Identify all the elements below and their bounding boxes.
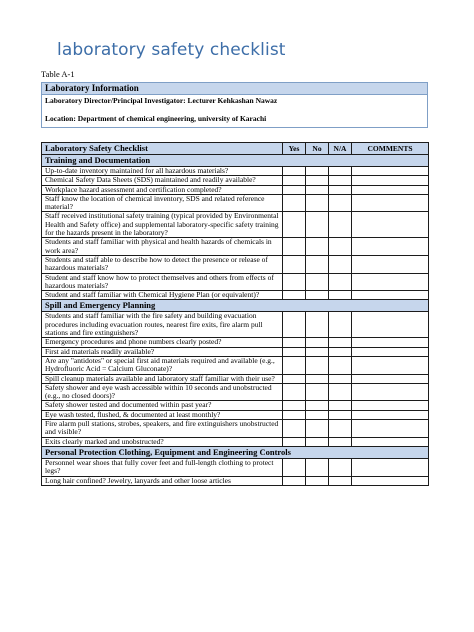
comments-cell[interactable] (352, 167, 429, 176)
director-line: Laboratory Director/Principal Investigator: Lecturer Kehkashan Nawaz (45, 96, 278, 105)
comments-cell[interactable] (352, 194, 429, 212)
document-title: laboratory safety checklist (57, 40, 286, 60)
yes-cell[interactable] (283, 273, 306, 291)
safety-checklist-table (41, 142, 429, 486)
checklist-item-text: Spill cleanup materials available and laboratory staff familiar with their use? (42, 374, 283, 383)
laboratory-information-table (41, 82, 428, 128)
checklist-item-text: Fire alarm pull stations, strobes, speakers, and fire extinguishers unobstructed and visible? (42, 420, 283, 438)
na-cell[interactable] (329, 212, 352, 238)
na-cell[interactable] (329, 238, 352, 256)
comments-cell[interactable] (352, 255, 429, 273)
checklist-row (42, 185, 429, 194)
no-cell[interactable] (306, 167, 329, 176)
no-cell[interactable] (306, 476, 329, 485)
na-cell[interactable] (329, 458, 352, 476)
checklist-item-text: Staff know the location of chemical inventory, SDS and related reference material? (42, 194, 283, 212)
yes-cell[interactable] (283, 420, 306, 438)
no-cell[interactable] (306, 458, 329, 476)
checklist-row (42, 291, 429, 300)
na-cell[interactable] (329, 374, 352, 383)
checklist-row (42, 420, 429, 438)
na-cell[interactable] (329, 273, 352, 291)
na-cell[interactable] (329, 356, 352, 374)
checklist-row (42, 383, 429, 401)
checklist-row (42, 212, 429, 238)
checklist-item-text: Students and staff able to describe how to detect the presence or release of hazardous materials? (42, 255, 283, 273)
checklist-item-text: Eye wash tested, flushed, & documented at least monthly? (42, 410, 283, 419)
checklist-item-text: Personnel wear shoes that fully cover feet and full-length clothing to protect legs? (42, 458, 283, 476)
no-cell[interactable] (306, 347, 329, 356)
checklist-item-text: Are any "antidotes" or special first aid materials required and available (e.g., Hydrofluoric Acid = Calcium Gluconate)? (42, 356, 283, 374)
comments-cell[interactable] (352, 312, 429, 338)
yes-cell[interactable] (283, 194, 306, 212)
na-cell[interactable] (329, 255, 352, 273)
comments-cell[interactable] (352, 374, 429, 383)
na-cell[interactable] (329, 312, 352, 338)
na-cell[interactable] (329, 185, 352, 194)
checklist-item-text: Staff received institutional safety training (typical provided by Environmental Health and Safety office) and supplemental laboratory-specific safety training for the hazards present in the laboratory? (42, 212, 283, 238)
comments-cell[interactable] (352, 410, 429, 419)
location-line: Location: Department of chemical engineering, university of Karachi (45, 114, 267, 123)
na-cell[interactable] (329, 291, 352, 300)
comments-cell[interactable] (352, 356, 429, 374)
comments-cell[interactable] (352, 458, 429, 476)
checklist-row (42, 401, 429, 410)
comments-cell[interactable] (352, 273, 429, 291)
checklist-item-text: Long hair confined? Jewelry, lanyards and other loose articles (42, 476, 283, 485)
header-item: Laboratory Safety Checklist (42, 143, 283, 155)
na-cell[interactable] (329, 420, 352, 438)
comments-cell[interactable] (352, 185, 429, 194)
yes-cell[interactable] (283, 167, 306, 176)
section-row (42, 446, 429, 458)
checklist-item-text: Exits clearly marked and unobstructed? (42, 437, 283, 446)
laboratory-information-heading: Laboratory Information (42, 83, 427, 95)
no-cell[interactable] (306, 356, 329, 374)
yes-cell[interactable] (283, 401, 306, 410)
na-cell[interactable] (329, 194, 352, 212)
checklist-header-row (42, 143, 429, 155)
yes-cell[interactable] (283, 212, 306, 238)
comments-cell[interactable] (352, 383, 429, 401)
yes-cell[interactable] (283, 356, 306, 374)
no-cell[interactable] (306, 312, 329, 338)
checklist-row (42, 238, 429, 256)
checklist-row (42, 458, 429, 476)
yes-cell[interactable] (283, 255, 306, 273)
no-cell[interactable] (306, 383, 329, 401)
checklist-row (42, 338, 429, 347)
comments-cell[interactable] (352, 291, 429, 300)
no-cell[interactable] (306, 212, 329, 238)
yes-cell[interactable] (283, 458, 306, 476)
na-cell[interactable] (329, 437, 352, 446)
section-title: Personal Protection Clothing, Equipment and Engineering Controls (42, 446, 429, 458)
na-cell[interactable] (329, 383, 352, 401)
checklist-item-text: Safety shower tested and documented within past year? (42, 401, 283, 410)
na-cell[interactable] (329, 167, 352, 176)
section-title: Spill and Emergency Planning (42, 300, 429, 312)
checklist-item-text: Emergency procedures and phone numbers clearly posted? (42, 338, 283, 347)
na-cell[interactable] (329, 338, 352, 347)
yes-cell[interactable] (283, 238, 306, 256)
no-cell[interactable] (306, 273, 329, 291)
no-cell[interactable] (306, 410, 329, 419)
checklist-item-text: Workplace hazard assessment and certification completed? (42, 185, 283, 194)
checklist-item-text: Students and staff familiar with the fire safety and building evacuation procedures including evacuation routes, nearest fire exits, fire alarm pull stations and fire extinguishers? (42, 312, 283, 338)
yes-cell[interactable] (283, 383, 306, 401)
checklist-item-text: Safety shower and eye wash accessible within 10 seconds and unobstructed (e.g., no closed doors)? (42, 383, 283, 401)
comments-cell[interactable] (352, 338, 429, 347)
no-cell[interactable] (306, 420, 329, 438)
section-row (42, 300, 429, 312)
no-cell[interactable] (306, 176, 329, 185)
checklist-item-text: Students and staff familiar with physical and health hazards of chemicals in work area? (42, 238, 283, 256)
checklist-row (42, 273, 429, 291)
no-cell[interactable] (306, 437, 329, 446)
yes-cell[interactable] (283, 374, 306, 383)
no-cell[interactable] (306, 374, 329, 383)
yes-cell[interactable] (283, 347, 306, 356)
checklist-row (42, 194, 429, 212)
section-title: Training and Documentation (42, 155, 429, 167)
comments-cell[interactable] (352, 437, 429, 446)
checklist-row (42, 255, 429, 273)
comments-cell[interactable] (352, 176, 429, 185)
comments-cell[interactable] (352, 476, 429, 485)
na-cell[interactable] (329, 176, 352, 185)
checklist-item-text: Student and staff know how to protect themselves and others from effects of hazardous materials? (42, 273, 283, 291)
comments-cell[interactable] (352, 401, 429, 410)
no-cell[interactable] (306, 194, 329, 212)
checklist-row (42, 374, 429, 383)
header-na: N/A (329, 143, 352, 155)
no-cell[interactable] (306, 185, 329, 194)
yes-cell[interactable] (283, 338, 306, 347)
na-cell[interactable] (329, 476, 352, 485)
yes-cell[interactable] (283, 176, 306, 185)
checklist-row (42, 476, 429, 485)
checklist-item-text: Up-to-date inventory maintained for all hazardous materials? (42, 167, 283, 176)
header-yes: Yes (283, 143, 306, 155)
na-cell[interactable] (329, 410, 352, 419)
yes-cell[interactable] (283, 185, 306, 194)
checklist-row (42, 312, 429, 338)
yes-cell[interactable] (283, 410, 306, 419)
comments-cell[interactable] (352, 347, 429, 356)
no-cell[interactable] (306, 291, 329, 300)
yes-cell[interactable] (283, 291, 306, 300)
section-row (42, 155, 429, 167)
header-no: No (306, 143, 329, 155)
checklist-row (42, 356, 429, 374)
no-cell[interactable] (306, 255, 329, 273)
yes-cell[interactable] (283, 312, 306, 338)
yes-cell[interactable] (283, 437, 306, 446)
checklist-item-text: Student and staff familiar with Chemical Hygiene Plan (or equivalent)? (42, 291, 283, 300)
header-comments: COMMENTS (352, 143, 429, 155)
yes-cell[interactable] (283, 476, 306, 485)
na-cell[interactable] (329, 401, 352, 410)
comments-cell[interactable] (352, 420, 429, 438)
table-label: Table A-1 (41, 69, 75, 79)
no-cell[interactable] (306, 338, 329, 347)
comments-cell[interactable] (352, 212, 429, 238)
checklist-row (42, 176, 429, 185)
checklist-item-text: First aid materials readily available? (42, 347, 283, 356)
checklist-row (42, 437, 429, 446)
no-cell[interactable] (306, 238, 329, 256)
no-cell[interactable] (306, 401, 329, 410)
comments-cell[interactable] (352, 238, 429, 256)
checklist-item-text: Chemical Safety Data Sheets (SDS) maintained and readily available? (42, 176, 283, 185)
na-cell[interactable] (329, 347, 352, 356)
